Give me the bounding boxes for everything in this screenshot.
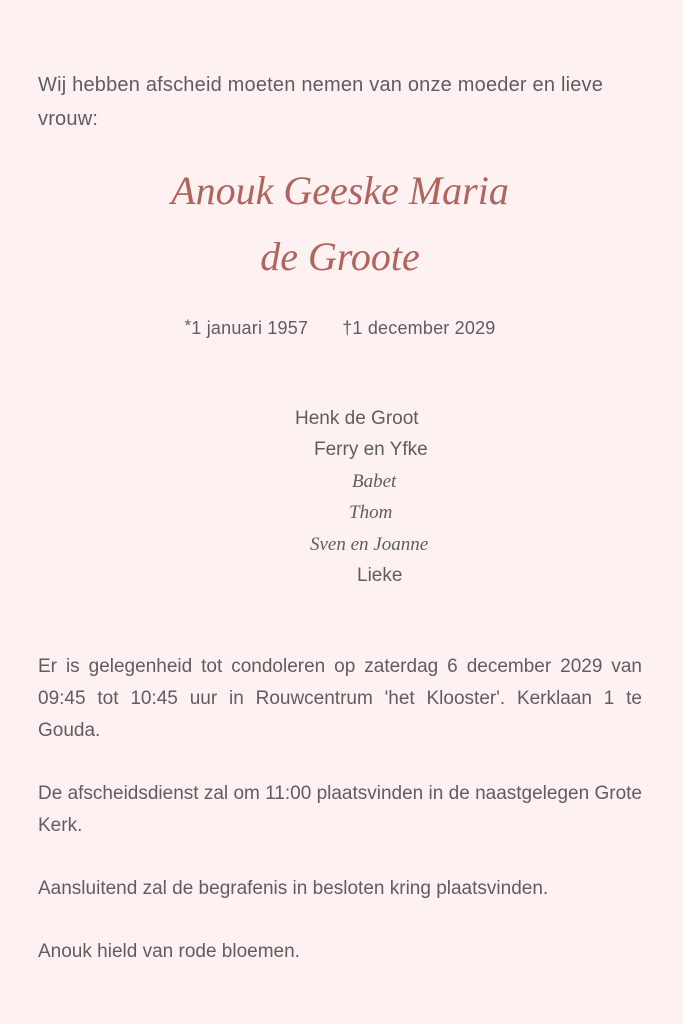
intro-text: Wij hebben afscheid moeten nemen van onze moeder en lieve vrouw: (38, 74, 604, 130)
family-member: Thom (349, 502, 393, 524)
family-member: Lieke (357, 565, 403, 587)
deceased-name-line-2: de Groote (260, 234, 420, 279)
family-member: Sven en Joanne (310, 533, 429, 555)
family-member: Ferry en Yfke (314, 439, 428, 461)
deceased-name (38, 158, 642, 290)
death-date: 1 december 2029 (352, 318, 496, 338)
burial-paragraph: Aansluitend zal de begrafenis in besloten kring plaatsvinden. (38, 878, 549, 900)
family-list (38, 403, 642, 591)
death-announcement (38, 68, 642, 968)
death-symbol: † (342, 318, 353, 338)
service-paragraph: De afscheidsdienst zal om 11:00 plaatsvinden in de naastgelegen Grote Kerk. (38, 783, 642, 837)
family-member: Henk de Groot (295, 408, 419, 429)
flowers-paragraph: Anouk hield van rode bloemen. (38, 941, 300, 963)
condolence-paragraph: Er is gelegenheid tot condoleren op zaterdag 6 december 2029 van 09:45 tot 10:45 uur in Rouwcentrum 'het Klooster'. Kerklaan 1 te Gouda. (38, 656, 642, 742)
life-dates (38, 316, 642, 339)
family-member: Babet (352, 470, 397, 492)
birth-symbol: * (184, 316, 192, 335)
birth-date: 1 januari 1957 (191, 318, 309, 338)
deceased-name-line-1: Anouk Geeske Maria (171, 168, 509, 213)
